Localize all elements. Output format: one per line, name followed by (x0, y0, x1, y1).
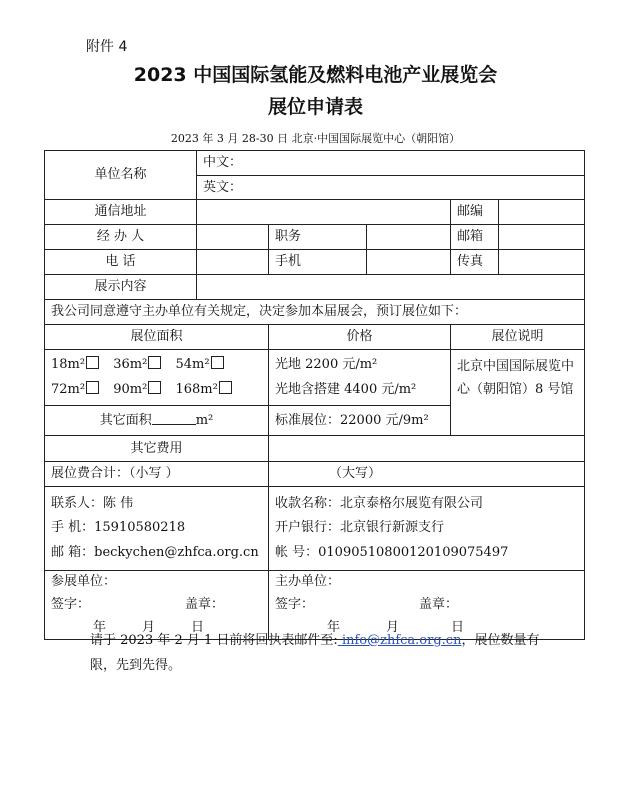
size-checkbox-168[interactable] (219, 381, 232, 394)
contact-info (45, 487, 269, 571)
payee-name: 收款名称：北京泰格尔展览有限公司 (275, 496, 484, 512)
other-fee-field[interactable] (269, 436, 585, 462)
form-title: 2023 中国国际氢能及燃料电池产业展览会 (133, 64, 498, 86)
handler-label: 经 办 人 (45, 225, 197, 250)
price-cell (269, 350, 451, 406)
account-number: 帐 号：01090510800120109075497 (275, 544, 509, 560)
agreement-text: 我公司同意遵守主办单位有关规定，决定参加本届展会，预订展位如下： (45, 300, 585, 325)
exhibitor-sign-label: 签字： (51, 596, 91, 612)
exhibitor-seal-label: 盖章： (185, 596, 225, 612)
other-area-input[interactable] (152, 412, 196, 425)
exhibit-content-field[interactable] (197, 275, 585, 300)
exhibitor-day: 日 (191, 619, 205, 635)
other-area-cell (45, 406, 269, 436)
size-checkbox-36[interactable] (148, 356, 161, 369)
phone-field[interactable] (197, 250, 269, 275)
size-option-90: 90m² (113, 381, 148, 397)
fax-label: 传真 (451, 250, 499, 275)
mobile-field[interactable] (367, 250, 451, 275)
form-subtitle: 展位申请表 (267, 96, 363, 118)
col-price-header: 价格 (269, 325, 451, 350)
payment-info (269, 487, 585, 571)
size-checkbox-72[interactable] (86, 381, 99, 394)
exhibitor-year: 年 (93, 619, 107, 635)
mobile-label: 手机 (269, 250, 367, 275)
footer-text-after: ，展位数量有限，先到先得。 (90, 633, 540, 673)
english-name-field[interactable] (197, 176, 585, 200)
size-checkbox-90[interactable] (148, 381, 161, 394)
size-option-72: 72m² (51, 381, 86, 397)
standard-booth-price: 标准展位：22000 元/9m² (269, 406, 451, 436)
footer-email-link[interactable]: info@zhfca.org.cn (337, 633, 462, 648)
position-label: 职务 (269, 225, 367, 250)
position-field[interactable] (367, 225, 451, 250)
exhibitor-month: 月 (142, 619, 156, 635)
footer-text-before: 请于 2023 年 2 月 1 日前将回执表邮件至: (90, 633, 338, 648)
exhibitor-label: 参展单位： (51, 574, 117, 589)
organizer-label: 主办单位： (275, 574, 341, 589)
price-built-space: 光地含搭建 4400 元/m² (275, 381, 417, 397)
application-table (44, 150, 585, 640)
contact-person: 联系人：陈 伟 (51, 496, 134, 512)
postcode-label: 邮编 (451, 200, 499, 225)
attachment-label: 附件 4 (86, 39, 128, 55)
email-field[interactable] (499, 225, 585, 250)
venue-description: 北京中国国际展览中心（朝阳馆）8 号馆 (451, 350, 585, 436)
size-checkbox-54[interactable] (211, 356, 224, 369)
date-location: 2023 年 3 月 28-30 日 北京·中国国际展览中心（朝阳馆） (170, 132, 461, 145)
size-option-168: 168m² (175, 381, 218, 397)
postcode-field[interactable] (499, 200, 585, 225)
address-label: 通信地址 (45, 200, 197, 225)
english-label: 英文： (203, 179, 243, 195)
exhibit-content-label: 展示内容 (45, 275, 197, 300)
contact-mobile: 手 机：15910580218 (51, 520, 186, 536)
col-area-header: 展位面积 (45, 325, 269, 350)
organizer-sign-label: 签字： (275, 596, 315, 612)
phone-label: 电 话 (45, 250, 197, 275)
bank-name: 开户银行：北京银行新源支行 (275, 520, 445, 536)
contact-email: 邮 箱：beckychen@zhfca.org.cn (51, 544, 259, 560)
chinese-name-field[interactable] (197, 151, 585, 176)
size-option-36: 36m² (113, 356, 148, 372)
total-small-label: 展位费合计：（小写 ） (45, 462, 269, 487)
price-raw-space: 光地 2200 元/m² (275, 356, 378, 372)
size-option-18: 18m² (51, 356, 86, 372)
organizer-month: 月 (386, 619, 400, 635)
total-big-label: （大写） (269, 462, 585, 487)
other-fee-label: 其它费用 (45, 436, 269, 462)
col-desc-header: 展位说明 (451, 325, 585, 350)
footer-note (90, 628, 550, 678)
organizer-day: 日 (451, 619, 465, 635)
size-option-54: 54m² (175, 356, 210, 372)
address-field[interactable] (197, 200, 451, 225)
email-label: 邮箱 (451, 225, 499, 250)
organizer-seal-label: 盖章： (419, 596, 459, 612)
size-checkbox-18[interactable] (86, 356, 99, 369)
handler-field[interactable] (197, 225, 269, 250)
unit-name-label: 单位名称 (45, 151, 197, 200)
fax-field[interactable] (499, 250, 585, 275)
other-area-unit: m² (195, 413, 214, 429)
size-options (45, 350, 269, 406)
other-area-label: 其它面积 (99, 413, 152, 429)
chinese-label: 中文： (203, 155, 243, 171)
organizer-year: 年 (327, 619, 341, 635)
